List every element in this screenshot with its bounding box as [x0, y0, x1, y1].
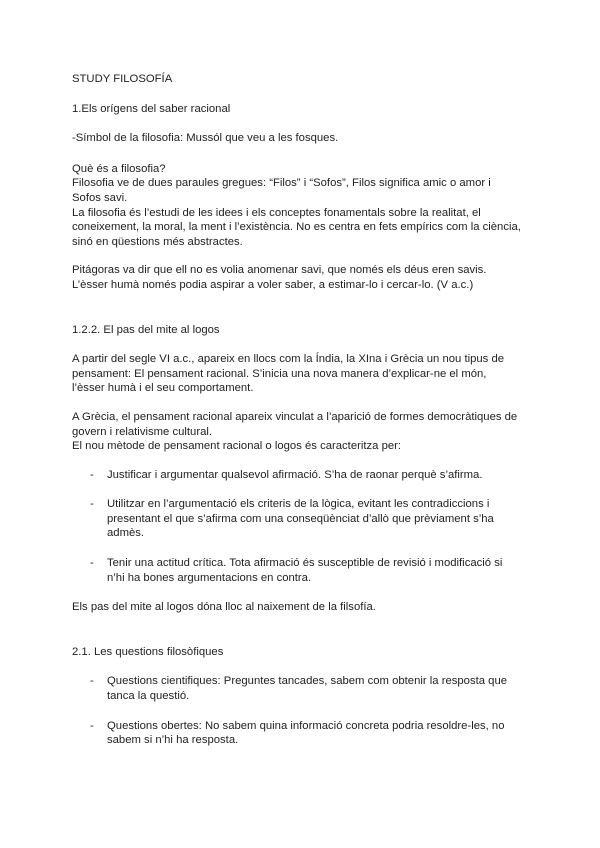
definition-paragraph-1: Filosofia ve de dues paraules gregues: “Filos” i “Sofos”, Filos significa amic o amor i Sofos savi.	[72, 177, 491, 204]
dash-marker: -	[90, 675, 94, 688]
section-21-heading: 2.1. Les questions filosòfiques	[72, 645, 224, 658]
dash-marker: -	[90, 557, 94, 570]
questions-list	[72, 674, 522, 747]
section-122-conclusion: Els pas del mite al logos dóna lloc al naixement de la filsofía.	[72, 601, 376, 614]
dash-marker: -	[90, 468, 94, 481]
symbol-paragraph: -Símbol de la filosofia: Mussól que veu a les fosques.	[72, 132, 339, 145]
list-item: - Tenir una actitud crítica. Tota afirmació és susceptible de revisió i modificació si n’hi ha bones argumentacions en contra.	[90, 557, 503, 584]
section-122-paragraph-2b: El nou mètode de pensament racional o logos és caracteritza per:	[72, 440, 402, 453]
section-122-paragraph-2a: A Grècia, el pensament racional apareix vinculat a l’aparició de formes democràtiques de govern i relativisme cultural.	[72, 410, 518, 438]
list-item: - Questions obertes: No sabem quina informació concreta podria resoldre-les, no sabem si n’hi ha resposta.	[90, 719, 505, 747]
list-item: - Utilitzar en l’argumentació els criteris de la lògica, evitant les contradiccions i presentant el que s’afirma com una conseqüènciat d’allò que prèviament s’ha admès.	[90, 498, 494, 540]
document-body	[72, 72, 522, 763]
definition-paragraph-2: La filosofia és l’estudi de les idees i els conceptes fonamentals sobre la realitat, el coneixement, la moral, la ment i l’existència. No es centra en fets empírics com la ciència, sinó en qüestions més abstractes.	[72, 206, 521, 248]
document-title: STUDY FILOSOFÍA	[72, 73, 173, 85]
section-1-heading: 1.Els orígens del saber racional	[72, 102, 231, 115]
list-item: - Questions cientifiques: Preguntes tancades, sabem com obtenir la resposta que tanca la questió.	[90, 675, 508, 703]
dash-marker: -	[90, 719, 94, 732]
logos-characteristics-list	[72, 468, 522, 586]
section-122-heading: 1.2.2. El pas del mite al logos	[72, 323, 220, 336]
question-line: Què és a filosofia?	[72, 162, 166, 175]
list-item: - Justificar i argumentar qualsevol afirmació. S’ha de raonar perquè s’afirma.	[90, 468, 483, 481]
pitagoras-paragraph: Pitágoras va dir que ell no es volia anomenar savi, que només els déus eren savis. L’èsser humà només podia aspirar a voler saber, a estimar-lo i cercar-lo. (V a.c.)	[72, 264, 487, 291]
section-122-paragraph-1: A partir del segle VI a.c., apareix en llocs com la Índia, la XIna i Grècia un nou tipus de pensament: El pensament racional. S’inicia una nova manera d’explicar-ne el món, l’èsser humà i el seu comportament.	[72, 353, 505, 395]
dash-marker: -	[90, 498, 94, 511]
